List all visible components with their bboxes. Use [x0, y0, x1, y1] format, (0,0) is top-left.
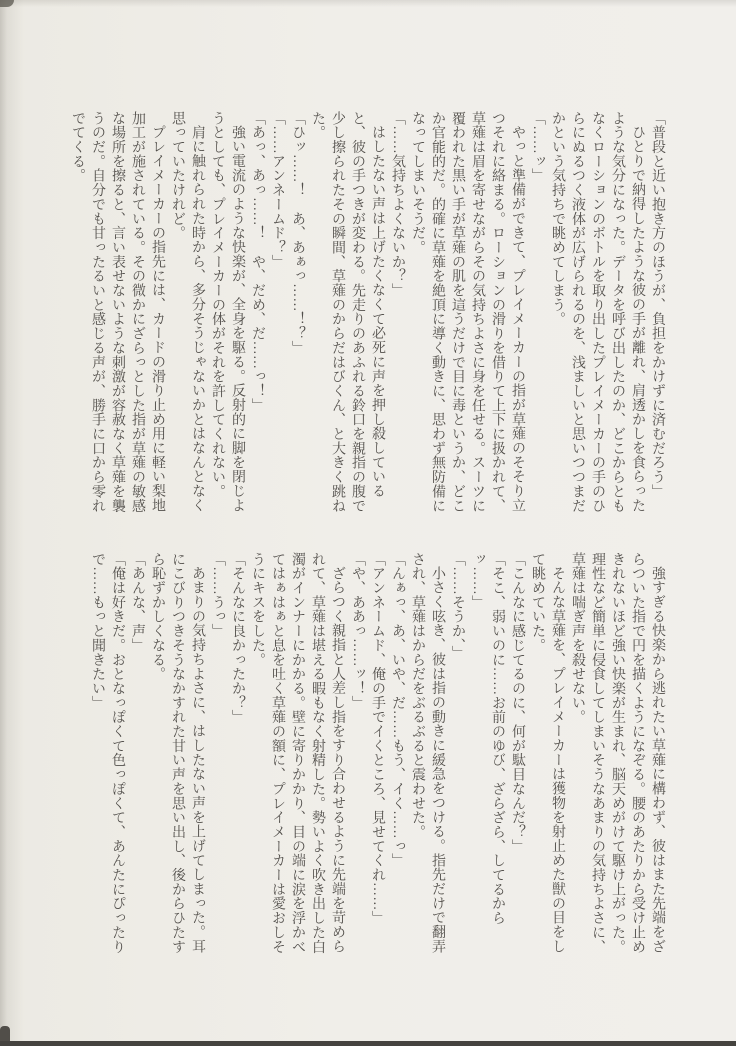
dialogue-paragraph: 「アンネームド、俺の手でイくところ、見せてくれ……」	[370, 552, 385, 926]
narration-paragraph: そんな草薙を、プレイメーカーは獲物を射止めた獣の目をして眺めていた。	[530, 552, 565, 954]
narration-paragraph: プレイメーカーの指先には、カードの滑り止め用に軽い梨地加工が施されている。その微かにざらっとした指が草薙の敏感な場所を擦ると、言い表せないような刺激が容赦なく草薙を襲うのだ。自分でも甘ったるいと感じる声が、勝手に口から零れでてくる。	[70, 111, 165, 513]
narration-paragraph: はしたない声は上げたくなくて必死に声を押し殺していると、彼の手つきが変わる。先走りのあふれる鈴口を親指の腹で少し擦られたその瞬間、草薙のからだはびくん、と大きく跳ねた。	[310, 111, 385, 513]
dialogue-paragraph: 「……アンネームド？」	[270, 111, 285, 269]
narration-paragraph: 小さく呟き、彼は指の動きに緩急をつける。指先だけで翻弄され、草薙はからだをぶるぶると震わせた。	[410, 552, 445, 954]
dialogue-paragraph: 「……そうか、」	[450, 552, 465, 660]
scan-artifact-top-left	[0, 0, 14, 7]
dialogue-paragraph: 「俺は好きだ。おとなっぽくて色っぽくて、あんたにぴったりで……もっと聞きたい」	[90, 552, 125, 954]
dialogue-paragraph: 「や、ああっ……ッ！」	[350, 552, 365, 710]
dialogue-paragraph: 「んぁっ、あ、いや、だ……もう、イく……っ」	[390, 552, 405, 868]
dialogue-paragraph: 「あっ、あっ……！ や、だめ、だ……っ！」	[250, 111, 265, 413]
scan-artifact-bottom-edge	[0, 1041, 736, 1046]
dialogue-paragraph: 「こんなに感じてるのに、何が駄目なんだ？」	[510, 552, 525, 854]
dialogue-paragraph: 「……ッ」	[530, 111, 545, 183]
dialogue-paragraph: 「……気持ちよくないか？」	[390, 111, 405, 298]
dialogue-paragraph: 「ひッ……！ あ、あぁっ……！？」	[290, 111, 305, 355]
dialogue-paragraph: 「……うっ」	[210, 552, 225, 639]
narration-paragraph: 強い電流のような快楽が、全身を駆る。反射的に脚を閉じようとしても、プレイメーカーの体がそれを許してくれない。	[210, 111, 245, 513]
text-block-top	[67, 111, 667, 514]
narration-paragraph: ひとりで納得したような彼の手が離れ、肩透かしを食らったような気分になった。データを呼び出したのか、どこからともなくローションのボトルを取り出したプレイメーカーの手のひらにぬるつく液体が広げられるのを、浅ましいと思いつつまだかという気持ちで眺めてしまう。	[550, 111, 645, 513]
narration-paragraph: やっと準備ができて、プレイメーカーの指が草薙のそそり立つそれに絡まる。ローションの滑りを借りて上下に扱かれて、草薙は眉を寄せながらその気持ちよさに身を任せる。スーツに覆われた黒い手が草薙の肌を這うだけで目に毒というか、どこか官能的だ。的確に草薙を絶頂に導く動きに、思わず無防備になってしまいそうだ。	[410, 111, 525, 513]
dialogue-paragraph: 「普段と近い抱き方のほうが、負担をかけずに済むだろう」	[650, 111, 665, 499]
narration-paragraph: 肩に触れられた時から、多分そうじゃないかとはなんとなく思っていたけれど。	[170, 111, 205, 513]
narration-paragraph: 強すぎる快楽から逃れたい草薙に構わず、彼はまた先端をざらついた指で円を描くようになぞる。腰のあたりから受け止めきれないほど強い快楽が生まれ、脳天めがけて駆け上がった。理性など簡単に侵食してしまいそうなあまりの気持ちよさに、草薙は喘ぎ声を殺せない。	[570, 552, 665, 954]
text-block-bottom	[87, 552, 667, 955]
dialogue-paragraph: 「あんな、声」	[130, 552, 145, 653]
dialogue-paragraph: 「そこ、弱いのに……お前のゆび、ざらざら、してるからッ……」	[470, 552, 505, 926]
dialogue-paragraph: 「そんなに良かったか？」	[230, 552, 245, 725]
narration-paragraph: あまりの気持ちよさに、はしたない声を上げてしまった。耳にこびりつきそうなかすれた甘い声を思い出し、後からひたすら恥ずかしくなる。	[150, 552, 205, 954]
narration-paragraph: ざらつく親指と人差し指をすり合わせるように先端を苛められて、草薙は堪える暇もなく射精した。勢いよく吹き出した白濁がインナーにかかる。壁に寄りかかり、目の端に涙を浮かべてはぁはぁと息を吐く草薙の額に、プレイメーカーは愛おしそうにキスをした。	[250, 552, 345, 954]
